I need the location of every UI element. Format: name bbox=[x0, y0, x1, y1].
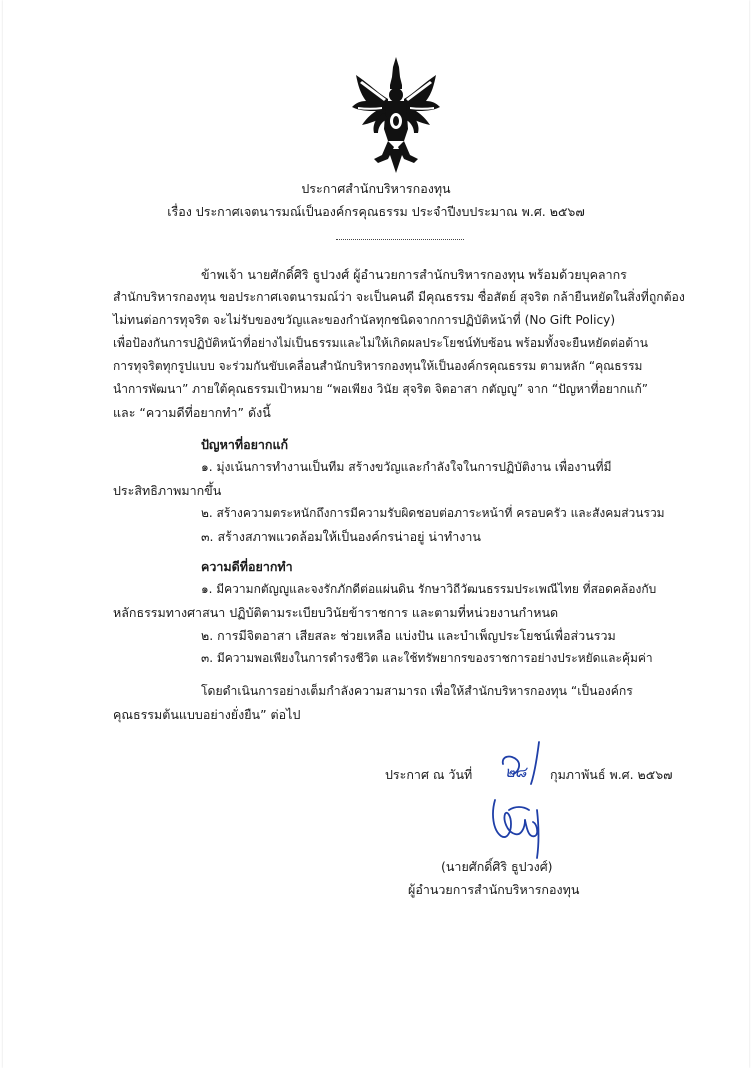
intro-line-5: การทุจริตทุกรูปแบบ จะร่วมกันขับเคลื่อนสำนักบริหารกองทุนให้เป็นองค์กรคุณธรรม ตามหลัก “คุณธรรม bbox=[113, 359, 643, 373]
announcement-title: ประกาศสำนักบริหารกองทุน bbox=[301, 181, 451, 196]
signature-icon bbox=[481, 740, 551, 860]
intro-line-1: ข้าพเจ้า นายศักดิ์ศิริ ธูปวงศ์ ผู้อำนวยการสำนักบริหารกองทุน พร้อมด้วยบุคลากร bbox=[201, 267, 627, 282]
good-line-3: ๓. มีความพอเพียงในการดำรงชีวิต และใช้ทรัพยากรของราชการอย่างประหยัดและคุ้มค่า bbox=[201, 651, 653, 665]
intro-line-6: นำการพัฒนา” ภายใต้คุณธรรมเป้าหมาย “พอเพียง วินัย สุจริต จิตอาสา กตัญญู” จาก “ปัญหาที่อยากแก้” bbox=[113, 382, 648, 396]
problem-line-2: ๒. สร้างความตระหนักถึงการมีความรับผิดชอบต่อภาระหน้าที่ ครอบครัว และสังคมส่วนรวม bbox=[201, 506, 665, 520]
garuda-emblem-icon bbox=[348, 55, 444, 173]
closing-line-2: คุณธรรมต้นแบบอย่างยั่งยืน” ต่อไป bbox=[113, 707, 301, 722]
good-line-2: ๒. การมีจิตอาสา เสียสละ ช่วยเหลือ แบ่งปัน และบำเพ็ญประโยชน์เพื่อส่วนรวม bbox=[201, 628, 616, 643]
good-line-1-cont: หลักธรรมทางศาสนา ปฏิบัติตามระเบียบวินัยข้าราชการ และตามที่หน่วยงานกำหนด bbox=[113, 605, 559, 620]
title-divider bbox=[336, 239, 464, 240]
signatory-position: ผู้อำนวยการสำนักบริหารกองทุน bbox=[408, 882, 580, 897]
intro-line-2: สำนักบริหารกองทุน ขอประกาศเจตนารมณ์ว่า จะเป็นคนดี มีคุณธรรม ซื่อสัตย์ สุจริต กล้ายืนหยัดในสิ่งที่ถูกต้อง bbox=[113, 290, 685, 304]
announce-prefix: ประกาศ ณ วันที่ bbox=[385, 767, 473, 782]
signatory-name: (นายศักดิ์ศิริ ธูปวงศ์) bbox=[441, 859, 553, 874]
problems-heading: ปัญหาที่อยากแก้ bbox=[201, 437, 289, 452]
announce-day: ๒๘ bbox=[505, 763, 527, 781]
intro-line-7: และ “ความดีที่อยากทำ” ดังนี้ bbox=[113, 405, 271, 420]
problem-line-1-cont: ประสิทธิภาพมากขึ้น bbox=[113, 483, 222, 498]
announce-month-year: กุมภาพันธ์ พ.ศ. ๒๕๖๗ bbox=[550, 767, 673, 782]
intro-line-3: ไม่ทนต่อการทุจริต จะไม่รับของขวัญและของกำนัลทุกชนิดจากการปฏิบัติหน้าที่ (No Gift Policy) bbox=[113, 313, 616, 327]
good-line-1: ๑. มีความกตัญญูและจงรักภักดีต่อแผ่นดิน รักษาวิถีวัฒนธรรมประเพณีไทย ที่สอดคล้องกับ bbox=[201, 582, 657, 596]
document-page bbox=[3, 0, 749, 1068]
announcement-subject: เรื่อง ประกาศเจตนารมณ์เป็นองค์กรคุณธรรม ประจำปีงบประมาณ พ.ศ. ๒๕๖๗ bbox=[167, 204, 585, 219]
problem-line-1: ๑. มุ่งเน้นการทำงานเป็นทีม สร้างขวัญและกำลังใจในการปฏิบัติงาน เพื่องานที่มี bbox=[201, 460, 612, 474]
intro-line-4: เพื่อป้องกันการปฏิบัติหน้าที่อย่างไม่เป็นธรรมและไม่ให้เกิดผลประโยชน์ทับซ้อน พร้อมทั้งจะยืนหยัดต่อต้าน bbox=[113, 336, 648, 350]
problem-line-3: ๓. สร้างสภาพแวดล้อมให้เป็นองค์กรน่าอยู่ น่าทำงาน bbox=[201, 529, 481, 544]
closing-line-1: โดยดำเนินการอย่างเต็มกำลังความสามารถ เพื่อให้สำนักบริหารกองทุน “เป็นองค์กร bbox=[201, 684, 633, 698]
goods-heading: ความดีที่อยากทำ bbox=[201, 559, 293, 574]
